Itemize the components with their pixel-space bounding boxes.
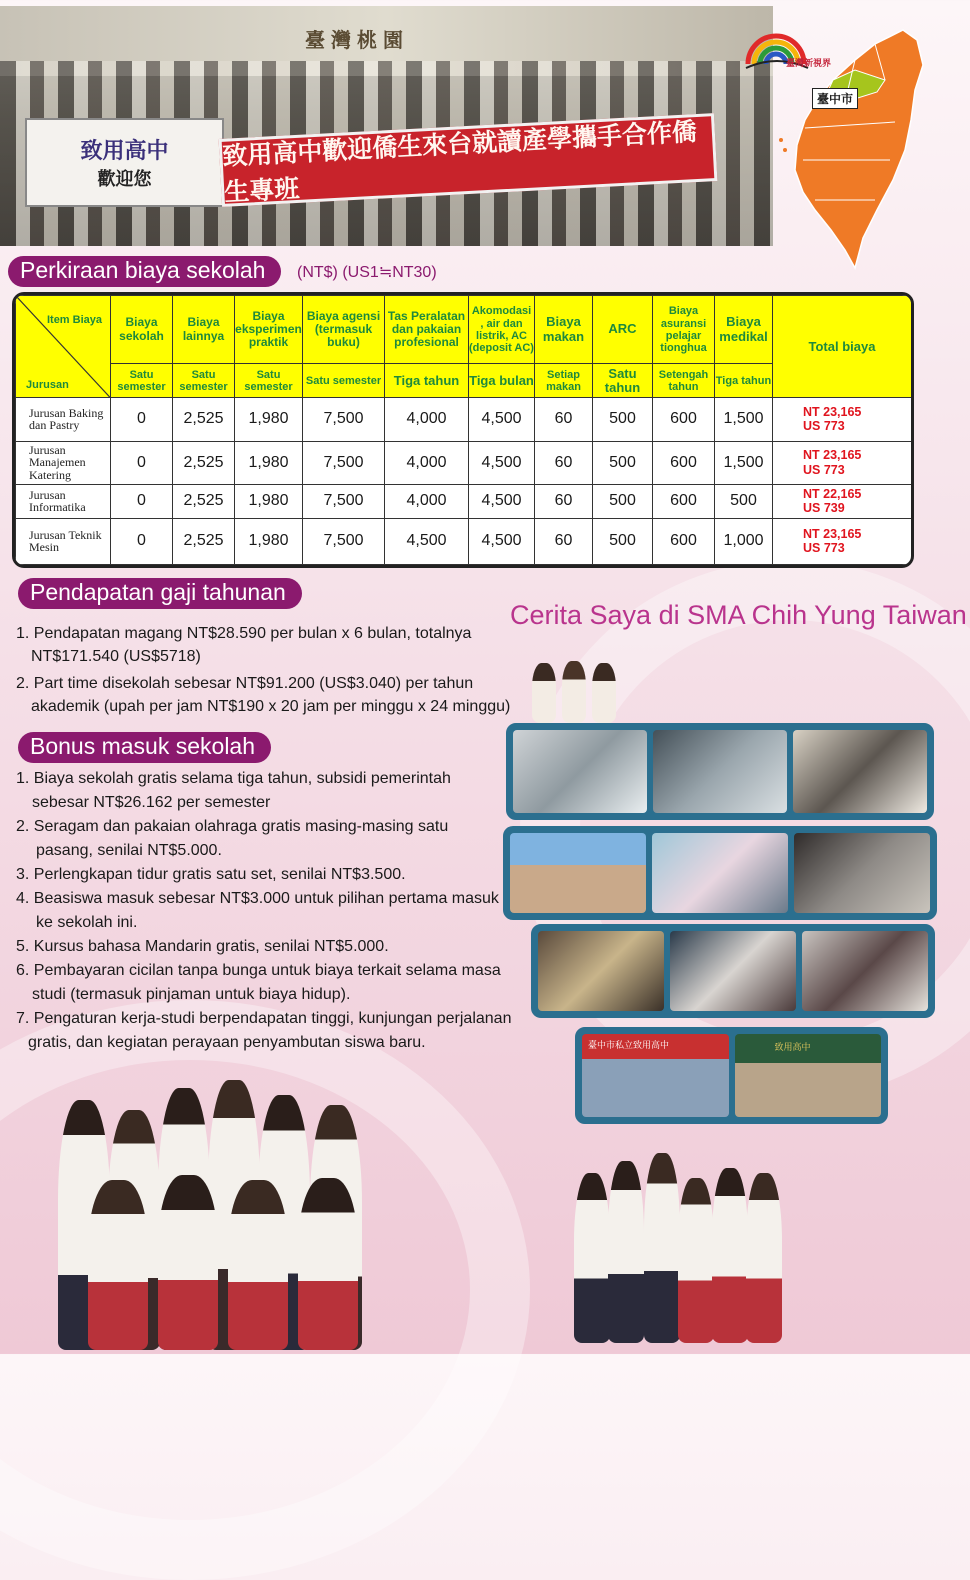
fee-cell: 60 xyxy=(535,484,593,518)
fee-cell: 4,500 xyxy=(469,398,535,441)
photo-row-4 xyxy=(575,1027,888,1124)
fee-cell: 1,500 xyxy=(715,398,773,441)
fee-cell: 600 xyxy=(653,441,715,484)
map-city-label: 臺中市 xyxy=(812,88,858,109)
major-name: Jurusan Teknik Mesin xyxy=(16,518,111,564)
total-nt: NT 22,165 xyxy=(803,486,862,501)
period-header: Tiga tahun xyxy=(715,364,773,398)
bonus-item: studi (termasuk pinjaman untuk biaya hidup). xyxy=(32,986,351,1003)
col-header: Biaya eksperimen praktik xyxy=(235,296,303,364)
fee-cell: 600 xyxy=(653,484,715,518)
period-header: Satu semester xyxy=(235,364,303,398)
major-name: Jurusan Manajemen Katering xyxy=(16,441,111,484)
bonus-item: pasang, senilai NT$5.000. xyxy=(36,842,222,859)
students-cutout-large xyxy=(48,1065,388,1350)
fee-cell: 500 xyxy=(715,484,773,518)
income-list xyxy=(16,622,526,718)
income-item: 1. Pendapatan magang NT$28.590 per bulan x 6 bulan, totalnya xyxy=(16,625,472,642)
fee-cell: 0 xyxy=(111,398,173,441)
period-header: Satu semester xyxy=(303,364,385,398)
fee-cell: 7,500 xyxy=(303,441,385,484)
fee-cell: 4,500 xyxy=(469,518,535,564)
fee-cell: 2,525 xyxy=(173,484,235,518)
total-cell xyxy=(773,398,912,441)
period-header: Satu semester xyxy=(111,364,173,398)
bonus-item: 2. Seragam dan pakaian olahraga gratis masing-masing satu xyxy=(16,818,449,835)
photo-row-2 xyxy=(503,826,937,920)
total-cell xyxy=(773,518,912,564)
table-row xyxy=(16,518,912,564)
fee-cell: 2,525 xyxy=(173,398,235,441)
fee-cell: 600 xyxy=(653,398,715,441)
income-heading: Pendapatan gaji tahunan xyxy=(18,578,302,609)
col-header: Biaya asuransi pelajar tionghua xyxy=(653,296,715,364)
fee-cell: 0 xyxy=(111,484,173,518)
fee-cell: 500 xyxy=(593,484,653,518)
airport-sign: 臺灣桃園 xyxy=(305,28,409,52)
col-header: Akomodasi , air dan listrik, AC (deposit AC) xyxy=(469,296,535,364)
period-header: Tiga bulan xyxy=(469,364,535,398)
total-nt: NT 23,165 xyxy=(803,448,862,463)
fee-cell: 2,525 xyxy=(173,441,235,484)
fee-cell: 60 xyxy=(535,441,593,484)
fee-cell: 7,500 xyxy=(303,518,385,564)
fee-cell: 4,000 xyxy=(385,441,469,484)
table-row xyxy=(16,484,912,518)
fee-cell: 500 xyxy=(593,518,653,564)
total-cell xyxy=(773,484,912,518)
fee-cell: 60 xyxy=(535,518,593,564)
fee-cell: 4,000 xyxy=(385,398,469,441)
fee-cell: 1,980 xyxy=(235,484,303,518)
fee-cell: 600 xyxy=(653,518,715,564)
welcome-banner-red: 致用高中歡迎僑生來台就讀產學攜手合作僑生專班 xyxy=(219,113,718,207)
period-header: Tiga tahun xyxy=(385,364,469,398)
major-name: Jurusan Informatika xyxy=(16,484,111,518)
total-us: US 773 xyxy=(803,541,845,556)
photo-sign-text: 致用高中 xyxy=(774,1043,811,1053)
bonus-item: gratis, dan kegiatan perayaan penyambutan siswa baru. xyxy=(28,1034,426,1051)
bonus-item: 5. Kursus bahasa Mandarin gratis, senilai NT$5.000. xyxy=(16,938,389,955)
total-header: Total biaya xyxy=(773,296,912,398)
welcome-banner-left xyxy=(25,118,224,207)
bonus-item: ke sekolah ini. xyxy=(36,914,138,931)
major-name: Jurusan Baking dan Pastry xyxy=(16,398,111,441)
bonus-item: 7. Pengaturan kerja-studi berpendapatan tinggi, kunjungan perjalanan xyxy=(16,1010,512,1027)
photo-row-3 xyxy=(531,924,935,1018)
fee-cell: 4,500 xyxy=(469,441,535,484)
bonus-heading: Bonus masuk sekolah xyxy=(18,732,271,763)
story-title: Cerita Saya di SMA Chih Yung Taiwan xyxy=(510,600,967,630)
fee-cell: 1,000 xyxy=(715,518,773,564)
period-header: Satu semester xyxy=(173,364,235,398)
total-nt: NT 23,165 xyxy=(803,527,862,542)
total-cell xyxy=(773,441,912,484)
fee-cell: 1,980 xyxy=(235,398,303,441)
bonus-item: sebesar NT$26.162 per semester xyxy=(32,794,271,811)
income-item: NT$171.540 (US$5718) xyxy=(31,648,201,665)
currency-note: (NT$) (US1≒NT30) xyxy=(297,264,437,281)
total-us: US 773 xyxy=(803,419,845,434)
period-header: Setengah tahun xyxy=(653,364,715,398)
col-header: Biaya makan xyxy=(535,296,593,364)
bonus-item: 3. Perlengkapan tidur gratis satu set, senilai NT$3.500. xyxy=(16,866,406,883)
fee-cell: 2,525 xyxy=(173,518,235,564)
col-header: Biaya medikal xyxy=(715,296,773,364)
col-header: Biaya lainnya xyxy=(173,296,235,364)
bonus-item: 4. Beasiswa masuk sebesar NT$3.000 untuk pilihan pertama masuk xyxy=(16,890,499,907)
table-row xyxy=(16,398,912,441)
income-item: 2. Part time disekolah sebesar NT$91.200 (US$3.040) per tahun xyxy=(16,675,474,692)
period-header: Satu tahun xyxy=(593,364,653,398)
fee-cell: 7,500 xyxy=(303,398,385,441)
photo-sign-text: 臺中市私立致用高中 xyxy=(588,1041,670,1051)
fee-cell: 0 xyxy=(111,518,173,564)
fee-cell: 4,000 xyxy=(385,484,469,518)
period-header: Setiap makan xyxy=(535,364,593,398)
fee-cell: 500 xyxy=(593,398,653,441)
fee-cell: 1,980 xyxy=(235,518,303,564)
fee-cell: 0 xyxy=(111,441,173,484)
fee-table xyxy=(12,292,914,568)
students-cutout-right xyxy=(566,1138,786,1343)
income-item: akademik (upah per jam NT$190 x 20 jam per minggu x 24 minggu) xyxy=(31,698,511,715)
fee-cell: 4,500 xyxy=(385,518,469,564)
corner-major-label: Jurusan xyxy=(26,379,69,392)
table-row xyxy=(16,441,912,484)
col-header: Biaya sekolah xyxy=(111,296,173,364)
fee-cell: 1,500 xyxy=(715,441,773,484)
total-nt: NT 23,165 xyxy=(803,405,862,420)
group-photo-airport xyxy=(0,6,773,246)
col-header: Biaya agensi (termasuk buku) xyxy=(303,296,385,364)
bonus-list xyxy=(16,767,536,1055)
photo-row-1 xyxy=(506,723,934,820)
corner-item-label: Item Biaya xyxy=(46,314,102,326)
total-us: US 739 xyxy=(803,501,845,516)
banner-left-line2: 歡迎您 xyxy=(97,169,152,190)
bonus-item: 6. Pembayaran cicilan tanpa bunga untuk biaya terkait selama masa xyxy=(16,962,501,979)
bonus-item: 1. Biaya sekolah gratis selama tiga tahun, subsidi pemerintah xyxy=(16,770,451,787)
banner-left-line1: 致用高中 xyxy=(80,138,169,164)
table-corner xyxy=(16,296,111,398)
students-cutout-small xyxy=(522,655,632,723)
map-logo-text: 臺灣新視界 xyxy=(786,58,832,68)
fee-cell: 1,980 xyxy=(235,441,303,484)
col-header: Tas Peralatan dan pakaian profesional xyxy=(385,296,469,364)
fee-cell: 4,500 xyxy=(469,484,535,518)
fee-cell: 60 xyxy=(535,398,593,441)
fees-heading: Perkiraan biaya sekolah xyxy=(8,256,281,287)
col-header: ARC xyxy=(593,296,653,364)
total-us: US 773 xyxy=(803,462,845,477)
fee-cell: 500 xyxy=(593,441,653,484)
fee-cell: 7,500 xyxy=(303,484,385,518)
